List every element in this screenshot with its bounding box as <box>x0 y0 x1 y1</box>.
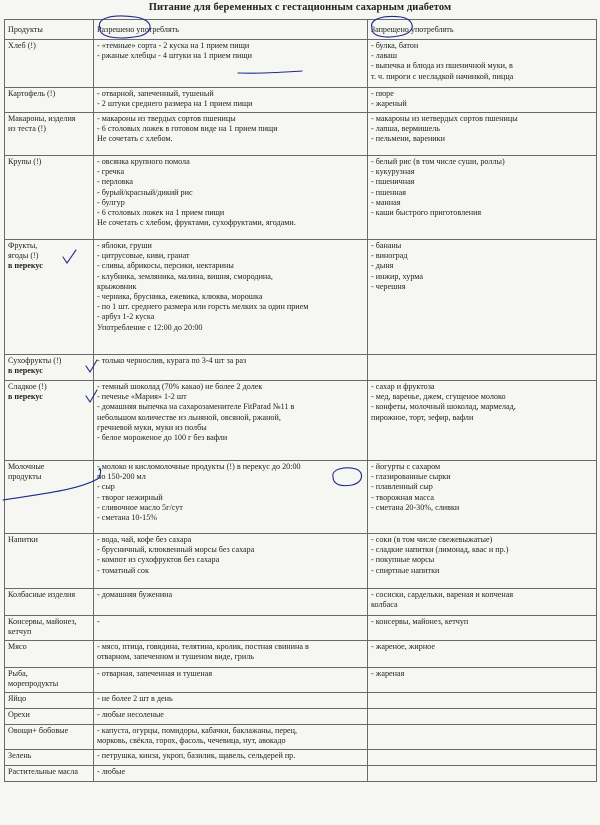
cell-line: - пшеничная <box>371 177 415 187</box>
cell-line: Рыба, <box>8 669 28 678</box>
cell-line: - по 1 шт. среднего размера или горсть мелких за один прием <box>97 302 309 312</box>
cell-line: Напитки <box>8 535 38 544</box>
allowed-cell <box>94 709 368 725</box>
product-cell <box>5 113 94 156</box>
cell-line: - арбуз 1-2 куска <box>97 312 155 322</box>
cell-line: - сметана 10-15% <box>97 513 158 523</box>
table-row <box>5 668 597 693</box>
table-row <box>5 725 597 750</box>
cell-line: Орехи <box>8 710 30 719</box>
allowed-cell <box>94 725 368 750</box>
table-row <box>5 40 597 88</box>
table-row <box>5 641 597 668</box>
cell-line: - отварной, запеченный, тушеный <box>97 89 214 98</box>
cell-line: Яйцо <box>8 694 27 703</box>
forbidden-cell <box>368 709 597 725</box>
header-forbidden: Запрещено употреблять <box>368 20 597 40</box>
cell-line: Консервы, майонез, <box>8 617 77 626</box>
allowed-cell <box>94 534 368 589</box>
cell-line: ягоды (!) <box>8 251 39 261</box>
product-cell <box>5 156 94 240</box>
cell-line: - 6 столовых ложек на 1 прием пищи <box>97 208 225 218</box>
cell-line: - гречка <box>97 167 125 177</box>
allowed-cell <box>94 693 368 709</box>
cell-line: - вода, чай, кофе без сахара <box>97 535 192 544</box>
cell-line: - только чернослив, курага по 3-4 шт за раз <box>97 356 247 365</box>
table-row <box>5 709 597 725</box>
cell-line: - томатный сок <box>97 565 149 575</box>
cell-line: - перловка <box>97 177 134 187</box>
allowed-cell <box>94 461 368 534</box>
cell-line: - мед, варенье, джем, сгущеное молоко <box>371 392 506 402</box>
cell-line: - яблоки, груши <box>97 241 152 250</box>
forbidden-cell <box>368 40 597 88</box>
forbidden-cell <box>368 750 597 766</box>
forbidden-cell <box>368 616 597 641</box>
cell-line: - виноград <box>371 251 408 261</box>
cell-line: - 6 столовых ложек в готовом виде на 1 прием пищи <box>97 124 278 134</box>
table-row <box>5 589 597 616</box>
cell-line: - петрушка, кинза, укроп, базилик, щавель, сельдерей пр. <box>97 751 296 760</box>
product-cell <box>5 534 94 589</box>
table-row <box>5 156 597 240</box>
cell-line: колбаса <box>371 600 398 610</box>
product-cell <box>5 766 94 782</box>
forbidden-cell <box>368 355 597 381</box>
cell-line: - домашняя выпечка на сахарозаменителе FitParad №11 в <box>97 402 295 412</box>
product-cell <box>5 725 94 750</box>
cell-line: - пшенная <box>371 187 406 197</box>
forbidden-cell <box>368 725 597 750</box>
forbidden-cell <box>368 641 597 668</box>
cell-line: - жареный <box>371 99 407 109</box>
cell-line: отварном, запеченном и тушеном виде, гриль <box>97 652 254 662</box>
cell-line: - черешня <box>371 281 406 291</box>
allowed-cell <box>94 750 368 766</box>
allowed-cell <box>94 616 368 641</box>
table-row <box>5 616 597 641</box>
cell-line: - соки (в том числе свежевыжатые) <box>371 535 493 544</box>
cell-line: небольшом количестве из льняной, овсяной, ржаной, <box>97 412 281 422</box>
cell-line: Употребление с 12:00 до 20:00 <box>97 322 203 332</box>
table-row <box>5 766 597 782</box>
cell-line: - сахар и фруктоза <box>371 382 435 391</box>
cell-line: Растительные масла <box>8 767 78 776</box>
cell-line: - <box>97 617 100 626</box>
cell-line: - макароны из нетвердых сортов пшеницы <box>371 114 518 123</box>
header-allowed: Разрешено употреблять <box>94 20 368 40</box>
cell-line: - клубника, земляника, малина, вишня, смородина, <box>97 271 273 281</box>
cell-line: - компот из сухофруктов без сахара <box>97 555 220 565</box>
forbidden-cell <box>368 589 597 616</box>
cell-line: - любые несоленые <box>97 710 164 719</box>
cell-line: пирожное, торт, зефир, вафли <box>371 412 474 422</box>
cell-line: - жареное, жирное <box>371 642 435 651</box>
cell-line: - капуста, огурцы, помидоры, кабачки, баклажаны, перец, <box>97 726 298 735</box>
cell-line: - белый рис (в том числе суши, роллы) <box>371 157 505 166</box>
allowed-cell <box>94 156 368 240</box>
table-row <box>5 750 597 766</box>
product-cell <box>5 750 94 766</box>
product-cell <box>5 355 94 381</box>
cell-line: - овсянка крупного помола <box>97 157 190 166</box>
allowed-cell <box>94 240 368 355</box>
snack-note: в перекус <box>8 261 43 271</box>
cell-line: - не более 2 шт в день <box>97 694 173 703</box>
forbidden-cell <box>368 240 597 355</box>
cell-line: - цитрусовые, киви, гранат <box>97 251 190 261</box>
cell-line: - бурый/красный/дикий рис <box>97 187 193 197</box>
product-cell <box>5 461 94 534</box>
cell-line: Зелень <box>8 751 32 760</box>
forbidden-cell <box>368 766 597 782</box>
cell-line: - «темные» сорта - 2 куска на 1 прием пищи <box>97 41 250 50</box>
forbidden-cell <box>368 88 597 113</box>
table-row <box>5 534 597 589</box>
cell-line: - сливочное масло 5г/сут <box>97 502 183 512</box>
cell-line: - покупные морсы <box>371 555 435 565</box>
cell-line: - ржаные хлебцы - 4 штуки на 1 прием пищи <box>97 51 252 61</box>
cell-line: - глазированные сырки <box>371 472 451 482</box>
snack-note: в перекус <box>8 392 43 402</box>
cell-line: - сладкие напитки (лимонад, квас и пр.) <box>371 545 509 555</box>
cell-line: кетчуп <box>8 627 32 637</box>
forbidden-cell <box>368 113 597 156</box>
cell-line: - 2 штуки среднего размера на 1 прием пищи <box>97 99 253 109</box>
cell-line: Крупы (!) <box>8 157 42 166</box>
cell-line: - пюре <box>371 89 394 98</box>
table-row <box>5 88 597 113</box>
allowed-cell <box>94 668 368 693</box>
cell-line: - булка, батон <box>371 41 419 50</box>
forbidden-cell <box>368 693 597 709</box>
cell-line: - белое мороженое до 100 г без вафли <box>97 433 228 443</box>
table-row <box>5 461 597 534</box>
forbidden-cell <box>368 381 597 461</box>
table-row <box>5 693 597 709</box>
cell-line: - консервы, майонез, кетчуп <box>371 617 469 626</box>
cell-line: - манная <box>371 197 401 207</box>
cell-line: т. ч. пироги с несладкой начинкой, пицца <box>371 71 514 81</box>
cell-line: Не сочетать с хлебом, фруктами, сухофруктами, ягодами. <box>97 218 296 228</box>
cell-line: Картофель (!) <box>8 89 56 98</box>
header-products: Продукты <box>5 20 94 40</box>
snack-note: в перекус <box>8 366 43 376</box>
cell-line: - жареная <box>371 669 405 678</box>
cell-line: - лаваш <box>371 51 397 61</box>
product-cell <box>5 381 94 461</box>
cell-line: - темный шоколад (70% какао) не более 2 долек <box>97 382 263 391</box>
forbidden-cell <box>368 461 597 534</box>
cell-line: Макароны, изделия <box>8 114 76 123</box>
cell-line: - молоко и кисломолочные продукты (!) в перекус до 20:00 <box>97 462 301 471</box>
cell-line: - творожная масса <box>371 492 435 502</box>
cell-line: крыжовник <box>97 281 137 291</box>
cell-line: по 150-200 мл <box>97 472 146 482</box>
cell-line: Фрукты, <box>8 241 38 250</box>
cell-line: - творог нежирный <box>97 492 163 502</box>
cell-line: - кукурузная <box>371 167 415 177</box>
cell-line: - бананы <box>371 241 402 250</box>
cell-line: Молочные <box>8 462 45 471</box>
forbidden-cell <box>368 668 597 693</box>
product-cell <box>5 709 94 725</box>
table-row <box>5 355 597 381</box>
product-cell <box>5 693 94 709</box>
cell-line: - выпечка и блюда из пшеничной муки, в <box>371 61 513 71</box>
allowed-cell <box>94 641 368 668</box>
cell-line: - плавленный сыр <box>371 482 433 492</box>
cell-line: гречневой муки, муки из полбы <box>97 422 207 432</box>
cell-line: - сметана 20-30%, сливки <box>371 502 460 512</box>
product-cell <box>5 616 94 641</box>
cell-line: - черника, брусника, ежевика, клюква, морошка <box>97 292 263 302</box>
page-title: Питание для беременных с гестационным сахарным диабетом <box>148 2 452 13</box>
cell-line: Мясо <box>8 642 27 651</box>
cell-line: - сыр <box>97 482 115 492</box>
cell-line: - пельмени, вареники <box>371 134 445 144</box>
cell-line: Сухофрукты (!) <box>8 356 62 365</box>
product-cell <box>5 40 94 88</box>
product-cell <box>5 240 94 355</box>
cell-line: Хлеб (!) <box>8 41 36 50</box>
cell-line: - конфеты, молочный шоколад, мармелад, <box>371 402 516 412</box>
cell-line: - макароны из твердых сортов пшеницы <box>97 114 236 123</box>
cell-line: - брусничный, клюквенный морсы без сахара <box>97 545 255 555</box>
food-table <box>4 19 597 782</box>
allowed-cell <box>94 381 368 461</box>
cell-line: - спиртные напитки <box>371 565 440 575</box>
cell-line: - печенье «Мария» 1-2 шт <box>97 392 187 402</box>
cell-line: продукты <box>8 472 42 482</box>
cell-line: - отварная, запеченная и тушеная <box>97 669 213 678</box>
allowed-cell <box>94 589 368 616</box>
cell-line: - лапша, вермишель <box>371 124 441 134</box>
allowed-cell <box>94 40 368 88</box>
cell-line: - сливы, абрикосы, персики, нектарины <box>97 261 234 271</box>
cell-line: - йогурты с сахаром <box>371 462 441 471</box>
product-cell <box>5 641 94 668</box>
allowed-cell <box>94 113 368 156</box>
forbidden-cell <box>368 156 597 240</box>
product-cell <box>5 668 94 693</box>
cell-line: - сосиски, сардельки, вареная и копченая <box>371 590 514 599</box>
forbidden-cell <box>368 534 597 589</box>
cell-line: - инжир, хурма <box>371 271 423 281</box>
cell-line: морепродукты <box>8 679 59 689</box>
product-cell <box>5 589 94 616</box>
cell-line: - домашняя буженина <box>97 590 173 599</box>
cell-line: - дыня <box>371 261 394 271</box>
cell-line: Сладкое (!) <box>8 382 47 391</box>
allowed-cell <box>94 88 368 113</box>
cell-line: - каши быстрого приготовления <box>371 208 482 218</box>
allowed-cell <box>94 766 368 782</box>
cell-line: Овощи+ бобовые <box>8 726 69 735</box>
table-header-row <box>5 20 597 40</box>
cell-line: - любые <box>97 767 126 776</box>
cell-line: - мясо, птица, говядина, телятина, кролик, постная свинина в <box>97 642 309 651</box>
cell-line: - булгур <box>97 197 125 207</box>
cell-line: Не сочетать с хлебом. <box>97 134 173 144</box>
table-row <box>5 240 597 355</box>
cell-line: морковь, свёкла, горох, фасоль, чечевица, нут, авокадо <box>97 736 286 746</box>
table-row <box>5 381 597 461</box>
product-cell <box>5 88 94 113</box>
cell-line: Колбасные изделия <box>8 590 76 599</box>
cell-line: из теста (!) <box>8 124 46 134</box>
allowed-cell <box>94 355 368 381</box>
table-row <box>5 113 597 156</box>
